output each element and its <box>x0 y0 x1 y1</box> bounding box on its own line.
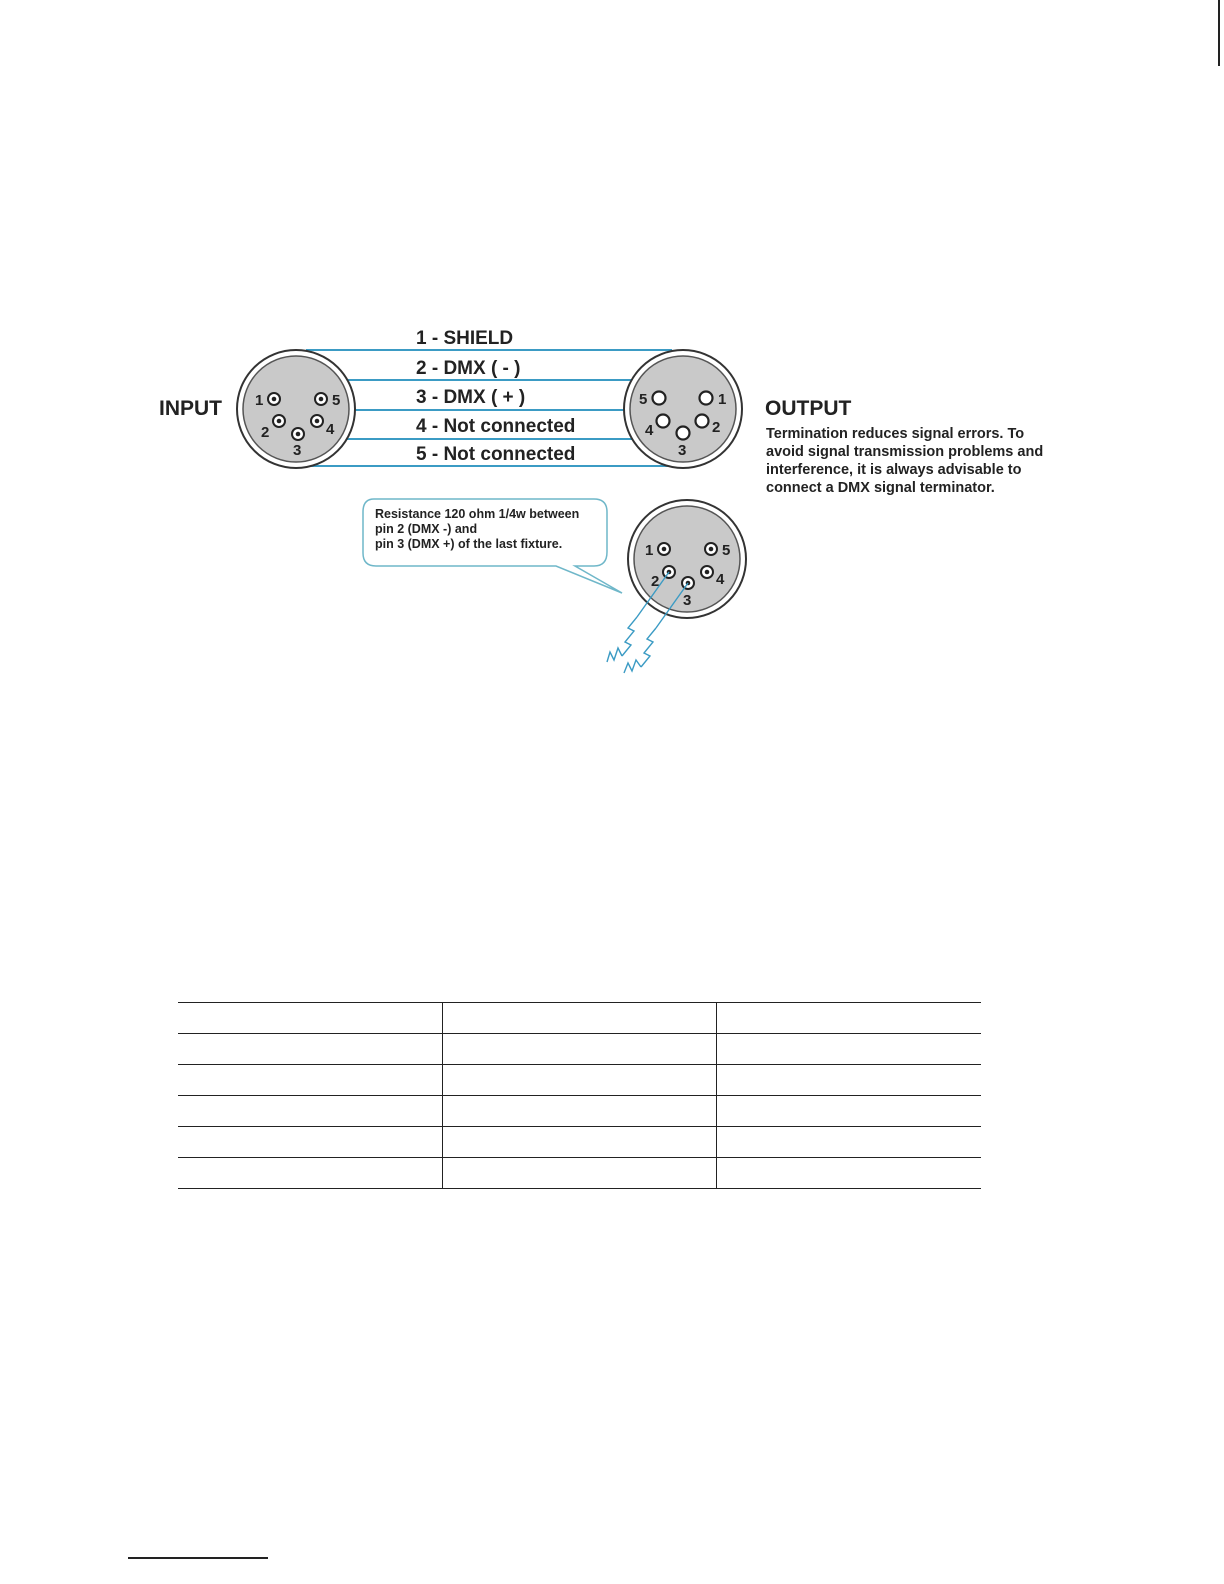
table-cell <box>443 1158 716 1189</box>
table-cell <box>178 1034 443 1065</box>
wire-label-1: 1 - SHIELD <box>416 328 514 349</box>
input-label: INPUT <box>159 397 222 420</box>
dmx-wiring-diagram <box>0 0 1224 700</box>
table-cell <box>716 1034 981 1065</box>
output-label: OUTPUT <box>765 397 852 420</box>
output-note-line-4: connect a DMX signal terminator. <box>766 480 995 496</box>
table-cell <box>716 1003 981 1034</box>
output-pin-num-4: 4 <box>645 422 654 439</box>
callout-line-3: pin 3 (DMX +) of the last fixture. <box>375 537 563 551</box>
output-note-line-3: interference, it is always advisable to <box>766 462 1022 478</box>
data-table <box>178 1002 981 1189</box>
table-cell <box>443 1003 716 1034</box>
input-pin-5 <box>315 393 327 405</box>
table-cell <box>178 1127 443 1158</box>
table-cell <box>443 1034 716 1065</box>
output-pin-3 <box>677 427 690 440</box>
callout-line-2: pin 2 (DMX -) and <box>375 522 478 536</box>
input-pin-num-1: 1 <box>255 392 264 409</box>
callout-line-1: Resistance 120 ohm 1/4w between <box>375 507 580 521</box>
output-pin-num-1: 1 <box>718 391 727 408</box>
input-pin-1 <box>268 393 280 405</box>
terminator-pin-5 <box>705 543 717 555</box>
table-cell <box>178 1096 443 1127</box>
table-cell <box>443 1065 716 1096</box>
terminator-pin-1 <box>658 543 670 555</box>
output-note-line-1: Termination reduces signal errors. To <box>766 426 1025 442</box>
terminator-pin-num-2: 2 <box>651 573 660 590</box>
input-pin-4 <box>311 415 323 427</box>
output-pin-2 <box>696 415 709 428</box>
table-cell <box>443 1127 716 1158</box>
wire-label-2: 2 - DMX ( - ) <box>416 358 521 379</box>
output-pin-4 <box>657 415 670 428</box>
table-cell <box>443 1096 716 1127</box>
table-cell <box>178 1065 443 1096</box>
output-pin-5 <box>653 392 666 405</box>
terminator-connector <box>628 500 746 618</box>
input-pin-2 <box>273 415 285 427</box>
table-row <box>178 1127 981 1158</box>
output-pin-1 <box>700 392 713 405</box>
table-cell <box>178 1158 443 1189</box>
table-row <box>178 1158 981 1189</box>
output-pin-num-5: 5 <box>639 391 648 408</box>
table-cell <box>716 1096 981 1127</box>
terminator-pin-num-4: 4 <box>716 571 725 588</box>
table-row <box>178 1003 981 1034</box>
output-note-line-2: avoid signal transmission problems and <box>766 444 1044 460</box>
output-pin-num-3: 3 <box>678 442 687 459</box>
input-pin-num-5: 5 <box>332 392 341 409</box>
input-pin-num-4: 4 <box>326 421 335 438</box>
table-cell <box>716 1127 981 1158</box>
table-cell <box>716 1158 981 1189</box>
terminator-pin-4 <box>701 566 713 578</box>
table-cell <box>178 1003 443 1034</box>
terminator-pin-num-3: 3 <box>683 592 692 609</box>
table-cell <box>716 1065 981 1096</box>
output-pin-num-2: 2 <box>712 419 721 436</box>
table-row <box>178 1096 981 1127</box>
wire-label-5: 5 - Not connected <box>416 444 576 465</box>
table-row <box>178 1065 981 1096</box>
input-pin-3 <box>292 428 304 440</box>
terminator-pin-num-5: 5 <box>722 542 731 559</box>
wire-label-4: 4 - Not connected <box>416 416 576 437</box>
input-connector <box>237 350 355 468</box>
footnote-separator <box>128 1557 268 1559</box>
output-connector <box>624 350 742 468</box>
wire-label-3: 3 - DMX ( + ) <box>416 387 526 408</box>
input-pin-num-3: 3 <box>293 442 302 459</box>
terminator-pin-num-1: 1 <box>645 542 654 559</box>
input-pin-num-2: 2 <box>261 424 270 441</box>
table-row <box>178 1034 981 1065</box>
